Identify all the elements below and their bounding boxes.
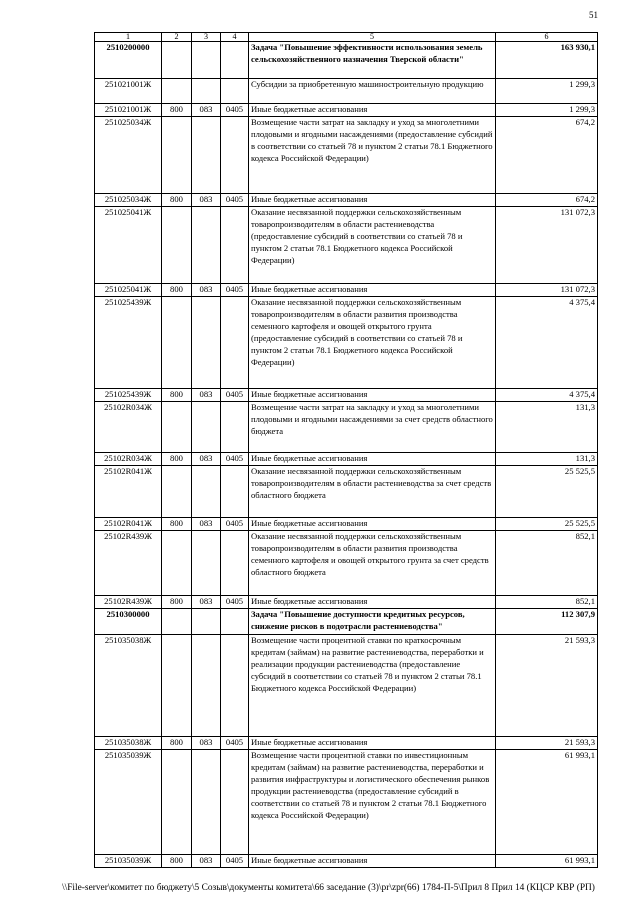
section-cell: 800 (162, 737, 192, 750)
section-cell: 800 (162, 194, 192, 207)
subsection-cell: 083 (192, 104, 221, 117)
description-cell: Иные бюджетные ассигнования (249, 855, 496, 868)
table-row (95, 117, 598, 194)
section-cell: 800 (162, 453, 192, 466)
table-row (95, 297, 598, 389)
description-cell: Возмещение части затрат на закладку и уход за многолетними плодовыми и ягодными насаждениями за счет средств областного бюджета (249, 402, 496, 453)
table-row (95, 194, 598, 207)
section-cell (162, 402, 192, 453)
amount-cell: 131 072,3 (496, 207, 598, 284)
table-row (95, 104, 598, 117)
description-cell: Оказание несвязанной поддержки сельскохозяйственным товаропроизводителям в области развития производства семенного картофеля и овощей открытого грунта (предоставление субсидий в соответствии со статьей 78 и пунктом 2 статьи 78.1 Бюджетного кодекса Российской Федерации) (249, 297, 496, 389)
section-cell: 800 (162, 389, 192, 402)
column-header: 1 (95, 33, 162, 42)
section-cell: 800 (162, 518, 192, 531)
expense-type-cell: 0405 (221, 194, 249, 207)
description-cell: Возмещение части процентной ставки по инвестиционным кредитам (займам) на развитие растениеводства, переработки и развития инфраструктуры и логистического обеспечения рынков продукции растениеводства (предоставление субсидий в соответствии со статьей 78 и пунктом 2 статьи 78.1 Бюджетного кодекса Российской Федерации) (249, 750, 496, 855)
subsection-cell: 083 (192, 389, 221, 402)
table-row (95, 79, 598, 104)
table-row (95, 609, 598, 635)
subsection-cell: 083 (192, 518, 221, 531)
description-cell: Задача "Повышение доступности кредитных ресурсов, снижение рисков в подотрасли растениеводства" (249, 609, 496, 635)
column-header: 6 (496, 33, 598, 42)
code-cell: 251025439Ж (95, 297, 162, 389)
expense-type-cell: 0405 (221, 737, 249, 750)
expense-type-cell: 0405 (221, 453, 249, 466)
code-cell: 251035039Ж (95, 855, 162, 868)
code-cell: 25102R439Ж (95, 596, 162, 609)
subsection-cell (192, 297, 221, 389)
expense-type-cell (221, 117, 249, 194)
table-row (95, 42, 598, 79)
amount-cell: 21 593,3 (496, 635, 598, 737)
amount-cell: 852,1 (496, 596, 598, 609)
amount-cell: 4 375,4 (496, 297, 598, 389)
table-row (95, 737, 598, 750)
amount-cell: 61 993,1 (496, 855, 598, 868)
expense-type-cell (221, 531, 249, 596)
amount-cell: 61 993,1 (496, 750, 598, 855)
expense-type-cell: 0405 (221, 104, 249, 117)
description-cell: Иные бюджетные ассигнования (249, 194, 496, 207)
amount-cell: 1 299,3 (496, 104, 598, 117)
section-cell: 800 (162, 855, 192, 868)
section-cell: 800 (162, 596, 192, 609)
amount-cell: 131 072,3 (496, 284, 598, 297)
section-cell (162, 207, 192, 284)
column-number-row (95, 33, 598, 42)
amount-cell: 1 299,3 (496, 79, 598, 104)
code-cell: 251035039Ж (95, 750, 162, 855)
column-header: 3 (192, 33, 221, 42)
section-cell: 800 (162, 284, 192, 297)
amount-cell: 25 525,5 (496, 466, 598, 518)
section-cell (162, 466, 192, 518)
file-path-footer: \\File-server\комитет по бюджету\5 Созыв\документы комитета\66 заседание (3)\pr\zpr(66) 1784-П-5\Прил 8 Прил 14 (КЦСР КВР (РП) (62, 883, 595, 893)
expense-type-cell (221, 635, 249, 737)
expense-type-cell: 0405 (221, 284, 249, 297)
code-cell: 251035038Ж (95, 635, 162, 737)
code-cell: 251021001Ж (95, 79, 162, 104)
code-cell: 251025041Ж (95, 207, 162, 284)
amount-cell: 674,2 (496, 117, 598, 194)
subsection-cell (192, 117, 221, 194)
table-row (95, 518, 598, 531)
column-header: 2 (162, 33, 192, 42)
subsection-cell (192, 466, 221, 518)
code-cell: 2510200000 (95, 42, 162, 79)
description-cell: Иные бюджетные ассигнования (249, 518, 496, 531)
expense-type-cell: 0405 (221, 596, 249, 609)
section-cell: 800 (162, 104, 192, 117)
table-row (95, 531, 598, 596)
description-cell: Возмещение части затрат на закладку и уход за многолетними плодовыми и ягодными насаждениями (предоставление субсидий в соответствии со статьей 78 и пунктом 2 статьи 78.1 Бюджетного кодекса Российской Федерации) (249, 117, 496, 194)
amount-cell: 674,2 (496, 194, 598, 207)
amount-cell: 21 593,3 (496, 737, 598, 750)
code-cell: 251025034Ж (95, 117, 162, 194)
table-row (95, 284, 598, 297)
amount-cell: 112 307,9 (496, 609, 598, 635)
code-cell: 25102R034Ж (95, 402, 162, 453)
subsection-cell: 083 (192, 194, 221, 207)
subsection-cell (192, 635, 221, 737)
table-row (95, 596, 598, 609)
subsection-cell: 083 (192, 453, 221, 466)
subsection-cell (192, 750, 221, 855)
code-cell: 251035038Ж (95, 737, 162, 750)
expense-type-cell: 0405 (221, 855, 249, 868)
expense-type-cell (221, 79, 249, 104)
table-row (95, 389, 598, 402)
description-cell: Возмещение части процентной ставки по краткосрочным кредитам (займам) на развитие растениеводства, переработки и реализации продукции растениеводства (предоставление субсидий в соответствии со статьей 78 и пунктом 2 статьи 78.1 Бюджетного кодекса Российской Федерации) (249, 635, 496, 737)
expense-type-cell (221, 297, 249, 389)
expense-type-cell (221, 466, 249, 518)
description-cell: Иные бюджетные ассигнования (249, 453, 496, 466)
code-cell: 251025034Ж (95, 194, 162, 207)
description-cell: Иные бюджетные ассигнования (249, 737, 496, 750)
expense-type-cell: 0405 (221, 518, 249, 531)
code-cell: 251025041Ж (95, 284, 162, 297)
subsection-cell (192, 79, 221, 104)
section-cell (162, 609, 192, 635)
code-cell: 25102R439Ж (95, 531, 162, 596)
description-cell: Иные бюджетные ассигнования (249, 104, 496, 117)
subsection-cell (192, 42, 221, 79)
expense-type-cell (221, 750, 249, 855)
section-cell (162, 42, 192, 79)
amount-cell: 4 375,4 (496, 389, 598, 402)
description-cell: Иные бюджетные ассигнования (249, 284, 496, 297)
amount-cell: 25 525,5 (496, 518, 598, 531)
code-cell: 25102R034Ж (95, 453, 162, 466)
amount-cell: 163 930,1 (496, 42, 598, 79)
subsection-cell (192, 207, 221, 284)
section-cell (162, 635, 192, 737)
column-header: 4 (221, 33, 249, 42)
expense-type-cell (221, 402, 249, 453)
subsection-cell: 083 (192, 855, 221, 868)
subsection-cell (192, 531, 221, 596)
expense-type-cell: 0405 (221, 389, 249, 402)
description-cell: Оказание несвязанной поддержки сельскохозяйственным товаропроизводителям в области растениеводства за счет средств областного бюджета (249, 466, 496, 518)
column-header: 5 (249, 33, 496, 42)
section-cell (162, 79, 192, 104)
expense-type-cell (221, 207, 249, 284)
subsection-cell: 083 (192, 284, 221, 297)
description-cell: Субсидии за приобретенную машиностроительную продукцию (249, 79, 496, 104)
table-row (95, 402, 598, 453)
code-cell: 251021001Ж (95, 104, 162, 117)
description-cell: Задача "Повышение эффективности использования земель сельскохозяйственного назначения Тверской области" (249, 42, 496, 79)
subsection-cell: 083 (192, 596, 221, 609)
table-body (95, 42, 598, 868)
expense-type-cell (221, 42, 249, 79)
code-cell: 251025439Ж (95, 389, 162, 402)
table-row (95, 750, 598, 855)
description-cell: Иные бюджетные ассигнования (249, 596, 496, 609)
code-cell: 2510300000 (95, 609, 162, 635)
table-row (95, 453, 598, 466)
subsection-cell (192, 609, 221, 635)
subsection-cell: 083 (192, 737, 221, 750)
section-cell (162, 297, 192, 389)
page-number: 51 (589, 10, 598, 20)
expense-type-cell (221, 609, 249, 635)
section-cell (162, 750, 192, 855)
code-cell: 25102R041Ж (95, 466, 162, 518)
subsection-cell (192, 402, 221, 453)
table-row (95, 466, 598, 518)
amount-cell: 131,3 (496, 402, 598, 453)
budget-table (94, 32, 598, 868)
description-cell: Оказание несвязанной поддержки сельскохозяйственным товаропроизводителям в области растениеводства (предоставление субсидий в соответствии со статьей 78 и пунктом 2 статьи 78.1 Бюджетного кодекса Российской Федерации) (249, 207, 496, 284)
description-cell: Оказание несвязанной поддержки сельскохозяйственным товаропроизводителям в области развития производства семенного картофеля и овощей открытого грунта за счет средств областного бюджета (249, 531, 496, 596)
amount-cell: 131,3 (496, 453, 598, 466)
table-row (95, 635, 598, 737)
table-row (95, 855, 598, 868)
description-cell: Иные бюджетные ассигнования (249, 389, 496, 402)
section-cell (162, 117, 192, 194)
table-row (95, 207, 598, 284)
amount-cell: 852,1 (496, 531, 598, 596)
section-cell (162, 531, 192, 596)
code-cell: 25102R041Ж (95, 518, 162, 531)
